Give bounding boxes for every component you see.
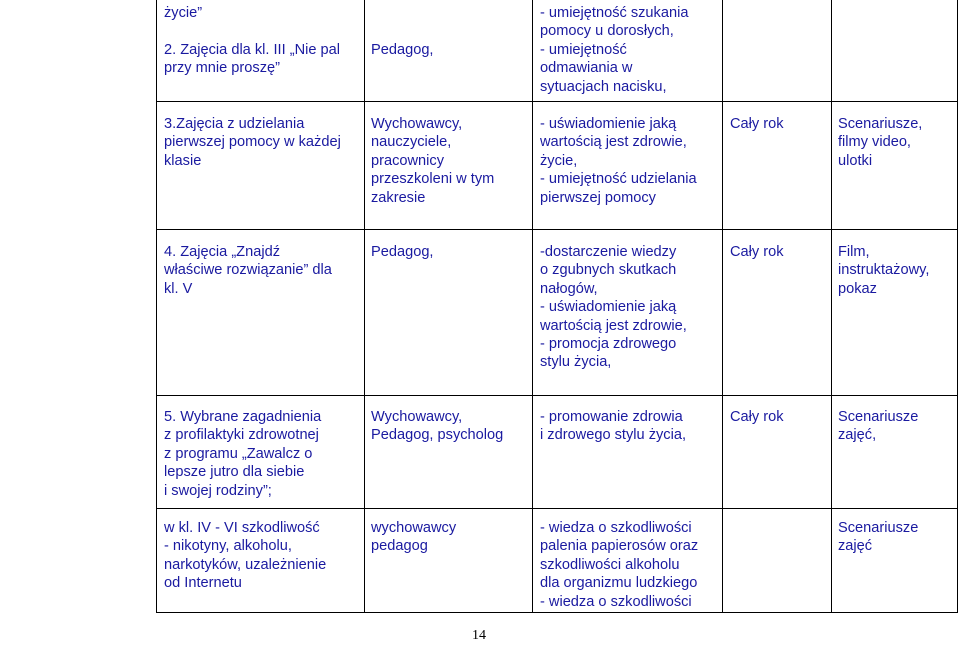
table-cell-goals: - promowanie zdrowia i zdrowego stylu życia, <box>540 409 686 444</box>
table-cell-materials: Scenariusze zajęć, <box>838 409 919 444</box>
table-cell-time: Cały rok <box>730 409 784 425</box>
table-cell-responsible: Wychowawcy, nauczyciele, pracownicy przeszkoleni w tym zakresie <box>371 116 495 206</box>
table-cell-time: Cały rok <box>730 244 784 260</box>
table-cell-activity: 4. Zajęcia „Znajdź właściwe rozwiązanie” dla kl. V <box>164 244 332 297</box>
table-cell-activity: życie” 2. Zajęcia dla kl. III „Nie pal przy mnie proszę” <box>164 5 341 77</box>
table-cell-materials: Scenariusze zajęć <box>838 520 919 555</box>
table-border-col5 <box>831 0 832 613</box>
page-number: 14 <box>472 628 486 643</box>
table-cell-goals: - umiejętność szukania pomocy u dorosłych, - umiejętność odmawiania w sytuacjach nacisku, <box>540 5 689 95</box>
table-cell-goals: -dostarczenie wiedzy o zgubnych skutkach nałogów, - uświadomienie jaką wartością jest zdrowie, - promocja zdrowego stylu życia, <box>540 244 687 371</box>
table-border-right <box>957 0 958 613</box>
table-cell-activity: 5. Wybrane zagadnienia z profilaktyki zdrowotnej z programu „Zawalcz o lepsze jutro dla siebie i swojej rodziny”; <box>164 409 322 499</box>
table-border-bottom <box>156 612 958 613</box>
table-border-left <box>156 0 157 613</box>
table-border-col4 <box>722 0 723 613</box>
table-border-col3 <box>532 0 533 613</box>
table-cell-time: Cały rok <box>730 116 784 132</box>
table-cell-responsible: Wychowawcy, Pedagog, psycholog <box>371 409 504 444</box>
table-cell-activity: w kl. IV - VI szkodliwość - nikotyny, alkoholu, narkotyków, uzależnienie od Internetu <box>164 520 327 592</box>
row-divider <box>156 229 958 230</box>
table-cell-goals: - wiedza o szkodliwości palenia papierosów oraz szkodliwości alkoholu dla organizmu ludzkiego - wiedza o szkodliwości <box>540 520 699 610</box>
table-cell-materials: Scenariusze, filmy video, ulotki <box>838 116 923 169</box>
table-cell-activity: 3.Zajęcia z udzielania pierwszej pomocy w każdej klasie <box>164 116 341 169</box>
row-divider <box>156 101 958 102</box>
row-divider <box>156 508 958 509</box>
row-divider <box>156 395 958 396</box>
table-border-col2 <box>364 0 365 613</box>
table-cell-materials: Film, instruktażowy, pokaz <box>838 244 930 297</box>
table-cell-goals: - uświadomienie jaką wartością jest zdrowie, życie, - umiejętność udzielania pierwszej pomocy <box>540 116 697 206</box>
table-cell-responsible: Pedagog, <box>371 244 434 260</box>
table-cell-responsible: wychowawcy pedagog <box>371 520 457 555</box>
table-cell-responsible: Pedagog, <box>371 41 434 58</box>
